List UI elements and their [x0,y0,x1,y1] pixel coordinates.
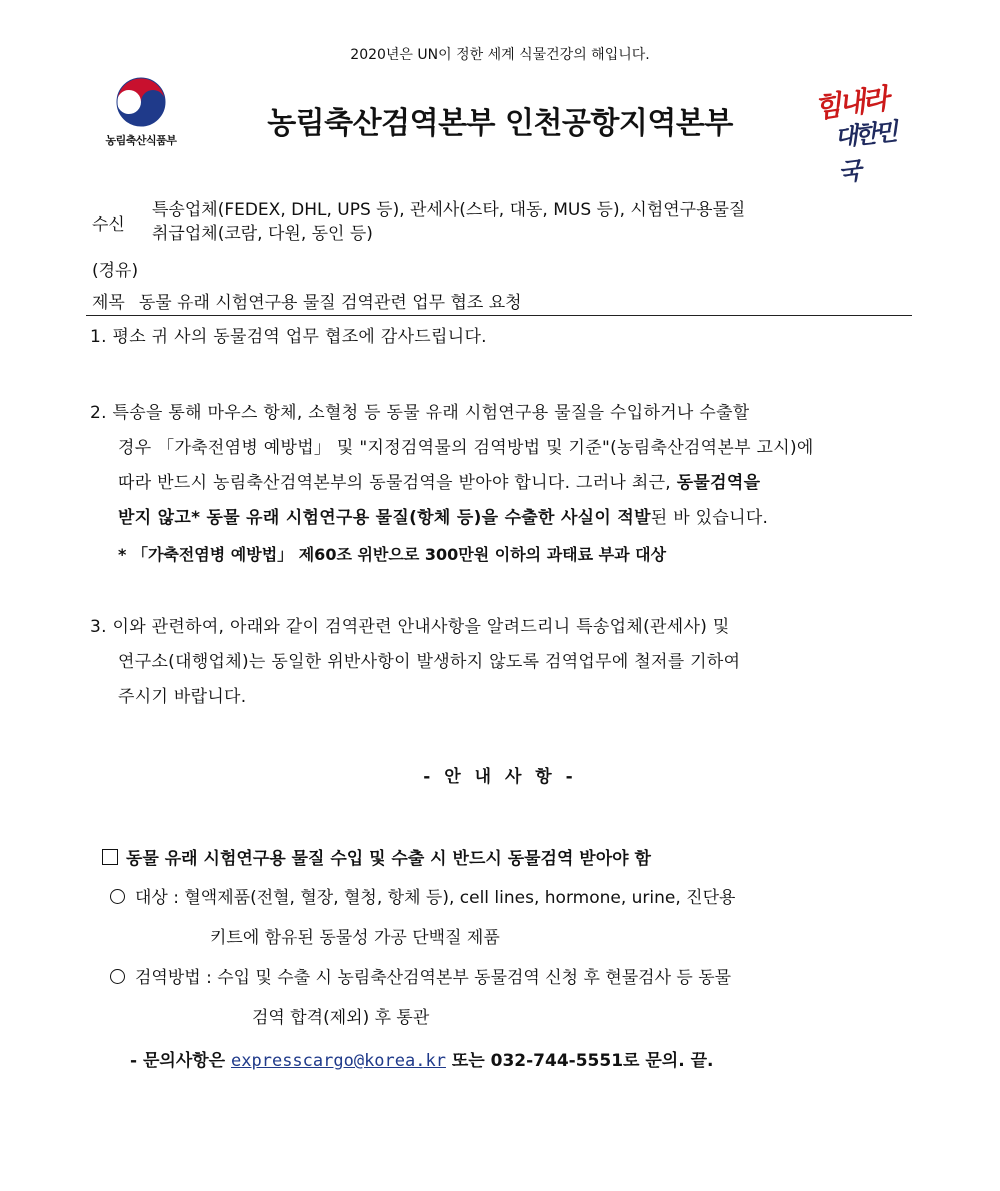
paragraph-2-line1: 2. 특송을 통해 마우스 항체, 소혈청 등 동물 유래 시험연구용 물질을 수입하거나 수출할 [90,403,750,423]
paragraph-2-line2: 경우 「가축전염병 예방법」 및 "지정검역물의 검역방법 및 기준"(농림축산검역본부 고시)에 [118,438,814,458]
paragraph-1: 1. 평소 귀 사의 동물검역 업무 협조에 감사드립니다. [90,327,487,347]
notice-item-target-line1 [110,888,735,908]
paragraph-2-line4-b: 된 바 있습니다. [650,508,769,528]
agency-title: 농림축산검역본부 인천공항지역본부 [267,106,733,141]
slogan-line2: 대한민국 [833,116,897,187]
paragraph-2 [90,396,912,536]
ministry-name: 농림축산식품부 [105,134,177,147]
paragraph-2-line3-b: 동물검역을 [676,473,761,493]
slogan-line1: 힘내라 [812,82,889,125]
contact-email-link[interactable]: expresscargo@korea.kr [231,1051,446,1071]
paragraph-2-line4-a: 받지 않고* 동물 유래 시험연구용 물질(항체 등)을 수출한 사실이 적발 [118,508,651,528]
subject-row [92,288,536,313]
checkbox-square-icon [102,849,118,865]
notice-section-heading-text: 동물 유래 시험연구용 물질 수입 및 수출 시 반드시 동물검역 받아야 함 [126,849,651,869]
circle-bullet-icon [110,889,125,904]
recipient-line1: 특송업체(FEDEX, DHL, UPS 등), 관세사(스타, 대동, MUS 등), 시험연구용물질 [152,200,746,220]
paragraph-3-line2: 연구소(대행업체)는 동일한 위반사항이 발생하지 않도록 검역업무에 철저를 기하여 [118,652,741,672]
paragraph-2-line3-a: 따라 반드시 농림축산검역본부의 동물검역을 받아야 합니다. 그러나 최근, [118,473,677,493]
notice-item-target-line2: 키트에 함유된 동물성 가공 단백질 제품 [210,928,500,948]
notice-item-method-text1: 검역방법 : 수입 및 수출 시 농림축산검역본부 동물검역 신청 후 현물검사 등 동물 [135,968,732,988]
paragraph-3-line1: 3. 이와 관련하여, 아래와 같이 검역관련 안내사항을 알려드리니 특송업체(관세사) 및 [90,617,730,637]
recipient-line2: 취급업체(코람, 다원, 동인 등) [152,224,373,244]
recipient-text [152,198,912,246]
paragraph-3 [90,610,912,715]
slogan-logo [810,76,910,187]
recipient-label: 수신 [92,215,125,235]
notice-item-method-line2: 검역 합격(제외) 후 통관 [252,1008,430,1028]
notice-item-target [110,878,912,958]
notice-item-target-text1: 대상 : 혈액제품(전혈, 혈장, 혈청, 항체 등), cell lines, hormone, urine, 진단용 [135,888,736,908]
paragraph-3-line3: 주시기 바랍니다. [118,687,247,707]
header-divider [86,315,912,316]
route-label: (경유) [92,261,139,281]
paragraph-2-line3 [90,466,912,501]
notice-title: - 안 내 사 항 - [423,767,577,787]
paragraph-2-line4 [90,501,912,536]
notice-section-heading [102,844,651,869]
contact-suffix: 또는 032-744-5551로 문의. 끝. [445,1051,714,1071]
subject-text: 동물 유래 시험연구용 물질 검역관련 업무 협조 요청 [138,293,522,313]
notice-item-method-line1 [110,968,731,988]
subject-label: 제목 [92,293,125,313]
top-note: 2020년은 UN이 정한 세계 식물건강의 해입니다. [350,47,650,63]
contact-line [130,1046,713,1071]
circle-bullet-icon [110,969,125,984]
contact-prefix: - 문의사항은 [130,1051,232,1071]
notice-item-method [110,958,912,1038]
penalty-note: * 「가축전염병 예방법」 제60조 위반으로 300만원 이하의 과태료 부과 대상 [118,545,667,564]
